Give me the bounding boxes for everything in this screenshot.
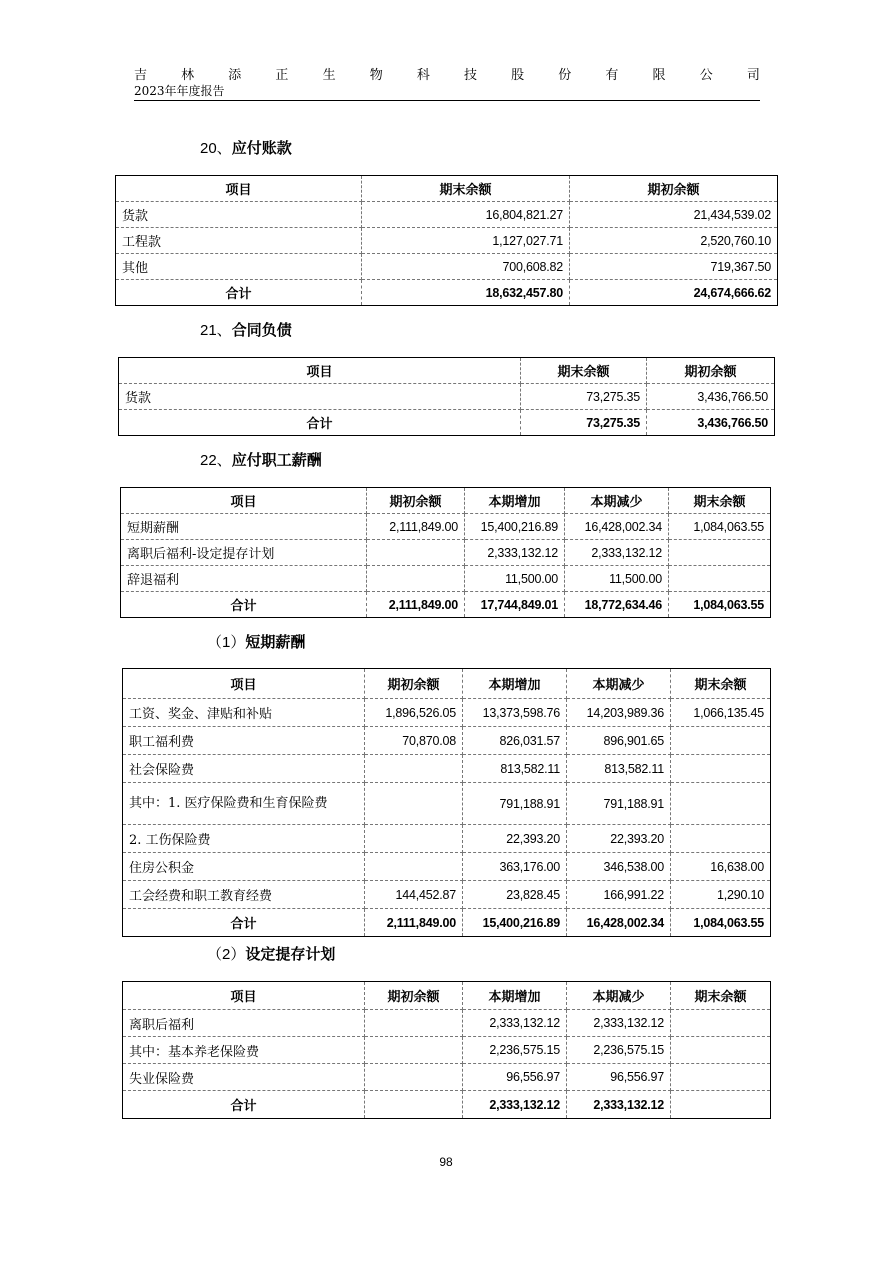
table-row <box>116 228 778 254</box>
cell-value: 16,804,821.27 <box>362 202 570 228</box>
cell-value: 346,538.00 <box>567 853 671 881</box>
cell-total-value: 18,772,634.46 <box>565 592 669 618</box>
col-header: 本期减少 <box>567 982 671 1010</box>
cell-total-label: 合计 <box>123 909 365 937</box>
cell-item: 工资、奖金、津贴和补贴 <box>123 699 365 727</box>
cell-item: 2. 工伤保险费 <box>123 825 365 853</box>
table-row <box>121 540 771 566</box>
table-row <box>123 853 771 881</box>
col-header: 项目 <box>123 982 365 1010</box>
cell-item: 其中：1. 医疗保险费和生育保险费 <box>123 783 365 825</box>
section-heading: 应付职工薪酬 <box>231 451 322 469</box>
cell-value <box>367 540 465 566</box>
table-row <box>121 514 771 540</box>
cell-value: 1,084,063.55 <box>669 514 771 540</box>
col-header: 期初余额 <box>570 176 778 202</box>
col-header: 期末余额 <box>671 982 771 1010</box>
cell-item: 离职后福利 <box>123 1010 365 1037</box>
table-accounts-payable <box>115 175 778 306</box>
company-char: 添 <box>228 68 242 83</box>
cell-item: 短期薪酬 <box>121 514 367 540</box>
cell-value <box>671 783 771 825</box>
cell-value: 3,436,766.50 <box>647 384 775 410</box>
section-heading: 短期薪酬 <box>245 633 306 651</box>
cell-item: 住房公积金 <box>123 853 365 881</box>
cell-value: 2,333,132.12 <box>567 1010 671 1037</box>
cell-value: 2,236,575.15 <box>567 1037 671 1064</box>
cell-value: 166,991.22 <box>567 881 671 909</box>
cell-value: 700,608.82 <box>362 254 570 280</box>
cell-item: 辞退福利 <box>121 566 367 592</box>
col-header: 本期减少 <box>565 488 669 514</box>
cell-value <box>671 755 771 783</box>
cell-value <box>671 727 771 755</box>
section-number: 22、 <box>200 452 232 469</box>
report-title: 2023年年度报告 <box>134 84 225 98</box>
cell-item: 工程款 <box>116 228 362 254</box>
company-char: 有 <box>605 68 619 83</box>
cell-total-value: 16,428,002.34 <box>567 909 671 937</box>
cell-value: 22,393.20 <box>463 825 567 853</box>
table-header-row <box>121 488 771 514</box>
cell-value: 16,638.00 <box>671 853 771 881</box>
cell-total-value <box>365 1091 463 1119</box>
cell-value: 16,428,002.34 <box>565 514 669 540</box>
col-header: 项目 <box>123 669 365 699</box>
cell-total-label: 合计 <box>116 280 362 306</box>
cell-total-value: 2,333,132.12 <box>567 1091 671 1119</box>
company-char: 限 <box>652 68 666 83</box>
cell-value: 2,111,849.00 <box>367 514 465 540</box>
col-header: 期初余额 <box>367 488 465 514</box>
col-header: 本期减少 <box>567 669 671 699</box>
table-row <box>123 755 771 783</box>
table-total-row <box>119 410 775 436</box>
company-char: 公 <box>699 68 713 83</box>
table-row <box>119 384 775 410</box>
table-total-row <box>123 1091 771 1119</box>
col-header: 期初余额 <box>365 982 463 1010</box>
header-rule <box>134 100 760 101</box>
cell-value: 1,127,027.71 <box>362 228 570 254</box>
company-char: 生 <box>322 68 336 83</box>
section-heading: 设定提存计划 <box>245 945 336 963</box>
cell-item: 社会保险费 <box>123 755 365 783</box>
section-heading: 应付账款 <box>231 139 292 157</box>
cell-value <box>669 540 771 566</box>
cell-value: 363,176.00 <box>463 853 567 881</box>
cell-value <box>365 825 463 853</box>
table-short-term-compensation <box>122 668 771 937</box>
cell-value: 11,500.00 <box>465 566 565 592</box>
cell-value: 1,290.10 <box>671 881 771 909</box>
cell-value: 2,333,132.12 <box>565 540 669 566</box>
cell-item: 其他 <box>116 254 362 280</box>
cell-value <box>671 1037 771 1064</box>
company-char: 林 <box>181 68 195 83</box>
company-char: 吉 <box>134 68 148 83</box>
cell-total-value: 2,333,132.12 <box>463 1091 567 1119</box>
cell-total-label: 合计 <box>123 1091 365 1119</box>
cell-value <box>671 1064 771 1091</box>
table-total-row <box>121 592 771 618</box>
cell-value <box>365 755 463 783</box>
company-char: 股 <box>511 68 525 83</box>
cell-value <box>365 1037 463 1064</box>
cell-total-value: 3,436,766.50 <box>647 410 775 436</box>
table-row <box>123 783 771 825</box>
cell-value: 2,520,760.10 <box>570 228 778 254</box>
cell-value <box>671 1010 771 1037</box>
cell-value <box>365 783 463 825</box>
col-header: 期末余额 <box>521 358 647 384</box>
cell-total-value: 73,275.35 <box>521 410 647 436</box>
table-employee-compensation <box>120 487 771 618</box>
cell-total-value: 18,632,457.80 <box>362 280 570 306</box>
cell-total-value: 2,111,849.00 <box>367 592 465 618</box>
table-contract-liabilities <box>118 357 775 436</box>
cell-value: 2,236,575.15 <box>463 1037 567 1064</box>
col-header: 期末余额 <box>671 669 771 699</box>
section-number: （2） <box>207 946 246 963</box>
table-row <box>121 566 771 592</box>
table-row <box>123 825 771 853</box>
page-number: 98 <box>439 1155 453 1169</box>
col-header: 本期增加 <box>463 669 567 699</box>
col-header: 项目 <box>121 488 367 514</box>
cell-total-value: 24,674,666.62 <box>570 280 778 306</box>
col-header: 期初余额 <box>647 358 775 384</box>
table-row <box>116 254 778 280</box>
cell-value <box>669 566 771 592</box>
table-row <box>123 881 771 909</box>
cell-value: 96,556.97 <box>463 1064 567 1091</box>
cell-item: 失业保险费 <box>123 1064 365 1091</box>
section-title-22 <box>200 449 322 470</box>
cell-value: 21,434,539.02 <box>570 202 778 228</box>
cell-value <box>365 853 463 881</box>
section-heading: 合同负债 <box>231 321 292 339</box>
cell-value: 70,870.08 <box>365 727 463 755</box>
col-header: 本期增加 <box>463 982 567 1010</box>
table-header-row <box>119 358 775 384</box>
company-char: 正 <box>275 68 289 83</box>
cell-total-value: 2,111,849.00 <box>365 909 463 937</box>
cell-value: 73,275.35 <box>521 384 647 410</box>
table-header-row <box>123 669 771 699</box>
cell-item: 货款 <box>119 384 521 410</box>
cell-value: 23,828.45 <box>463 881 567 909</box>
table-row <box>123 699 771 727</box>
cell-value: 22,393.20 <box>567 825 671 853</box>
table-header-row <box>116 176 778 202</box>
cell-value: 1,896,526.05 <box>365 699 463 727</box>
company-char: 司 <box>746 68 760 83</box>
section-title-defined-contribution <box>207 943 335 964</box>
section-title-short-term <box>207 631 305 652</box>
cell-value: 96,556.97 <box>567 1064 671 1091</box>
cell-value: 14,203,989.36 <box>567 699 671 727</box>
table-row <box>123 1064 771 1091</box>
col-header: 项目 <box>116 176 362 202</box>
cell-total-label: 合计 <box>119 410 521 436</box>
cell-total-value <box>671 1091 771 1119</box>
table-header-row <box>123 982 771 1010</box>
cell-value: 813,582.11 <box>463 755 567 783</box>
cell-value: 896,901.65 <box>567 727 671 755</box>
cell-value: 2,333,132.12 <box>465 540 565 566</box>
cell-value: 719,367.50 <box>570 254 778 280</box>
cell-total-label: 合计 <box>121 592 367 618</box>
cell-value <box>671 825 771 853</box>
cell-item: 职工福利费 <box>123 727 365 755</box>
company-char: 技 <box>463 68 477 83</box>
col-header: 项目 <box>119 358 521 384</box>
cell-total-value: 1,084,063.55 <box>671 909 771 937</box>
cell-value: 791,188.91 <box>463 783 567 825</box>
table-row <box>116 202 778 228</box>
cell-item: 其中：基本养老保险费 <box>123 1037 365 1064</box>
company-char: 份 <box>558 68 572 83</box>
col-header: 期末余额 <box>669 488 771 514</box>
cell-total-value: 17,744,849.01 <box>465 592 565 618</box>
cell-item: 货款 <box>116 202 362 228</box>
cell-value: 2,333,132.12 <box>463 1010 567 1037</box>
cell-value: 1,066,135.45 <box>671 699 771 727</box>
cell-item: 工会经费和职工教育经费 <box>123 881 365 909</box>
cell-value <box>365 1010 463 1037</box>
col-header: 期初余额 <box>365 669 463 699</box>
col-header: 本期增加 <box>465 488 565 514</box>
cell-value: 13,373,598.76 <box>463 699 567 727</box>
col-header: 期末余额 <box>362 176 570 202</box>
cell-value: 813,582.11 <box>567 755 671 783</box>
table-total-row <box>123 909 771 937</box>
section-number: （1） <box>207 634 246 651</box>
cell-value: 791,188.91 <box>567 783 671 825</box>
section-number: 20、 <box>200 140 232 157</box>
company-name <box>134 64 760 82</box>
company-char: 科 <box>416 68 430 83</box>
cell-item: 离职后福利-设定提存计划 <box>121 540 367 566</box>
table-total-row <box>116 280 778 306</box>
company-char: 物 <box>369 68 383 83</box>
cell-value: 15,400,216.89 <box>465 514 565 540</box>
page-header <box>134 64 760 100</box>
table-row <box>123 727 771 755</box>
table-row <box>123 1037 771 1064</box>
cell-value: 144,452.87 <box>365 881 463 909</box>
cell-total-value: 1,084,063.55 <box>669 592 771 618</box>
section-title-21 <box>200 319 292 340</box>
cell-value <box>365 1064 463 1091</box>
cell-value <box>367 566 465 592</box>
section-title-20 <box>200 137 292 158</box>
cell-value: 826,031.57 <box>463 727 567 755</box>
cell-value: 11,500.00 <box>565 566 669 592</box>
table-defined-contribution <box>122 981 771 1119</box>
table-row <box>123 1010 771 1037</box>
section-number: 21、 <box>200 322 232 339</box>
cell-total-value: 15,400,216.89 <box>463 909 567 937</box>
